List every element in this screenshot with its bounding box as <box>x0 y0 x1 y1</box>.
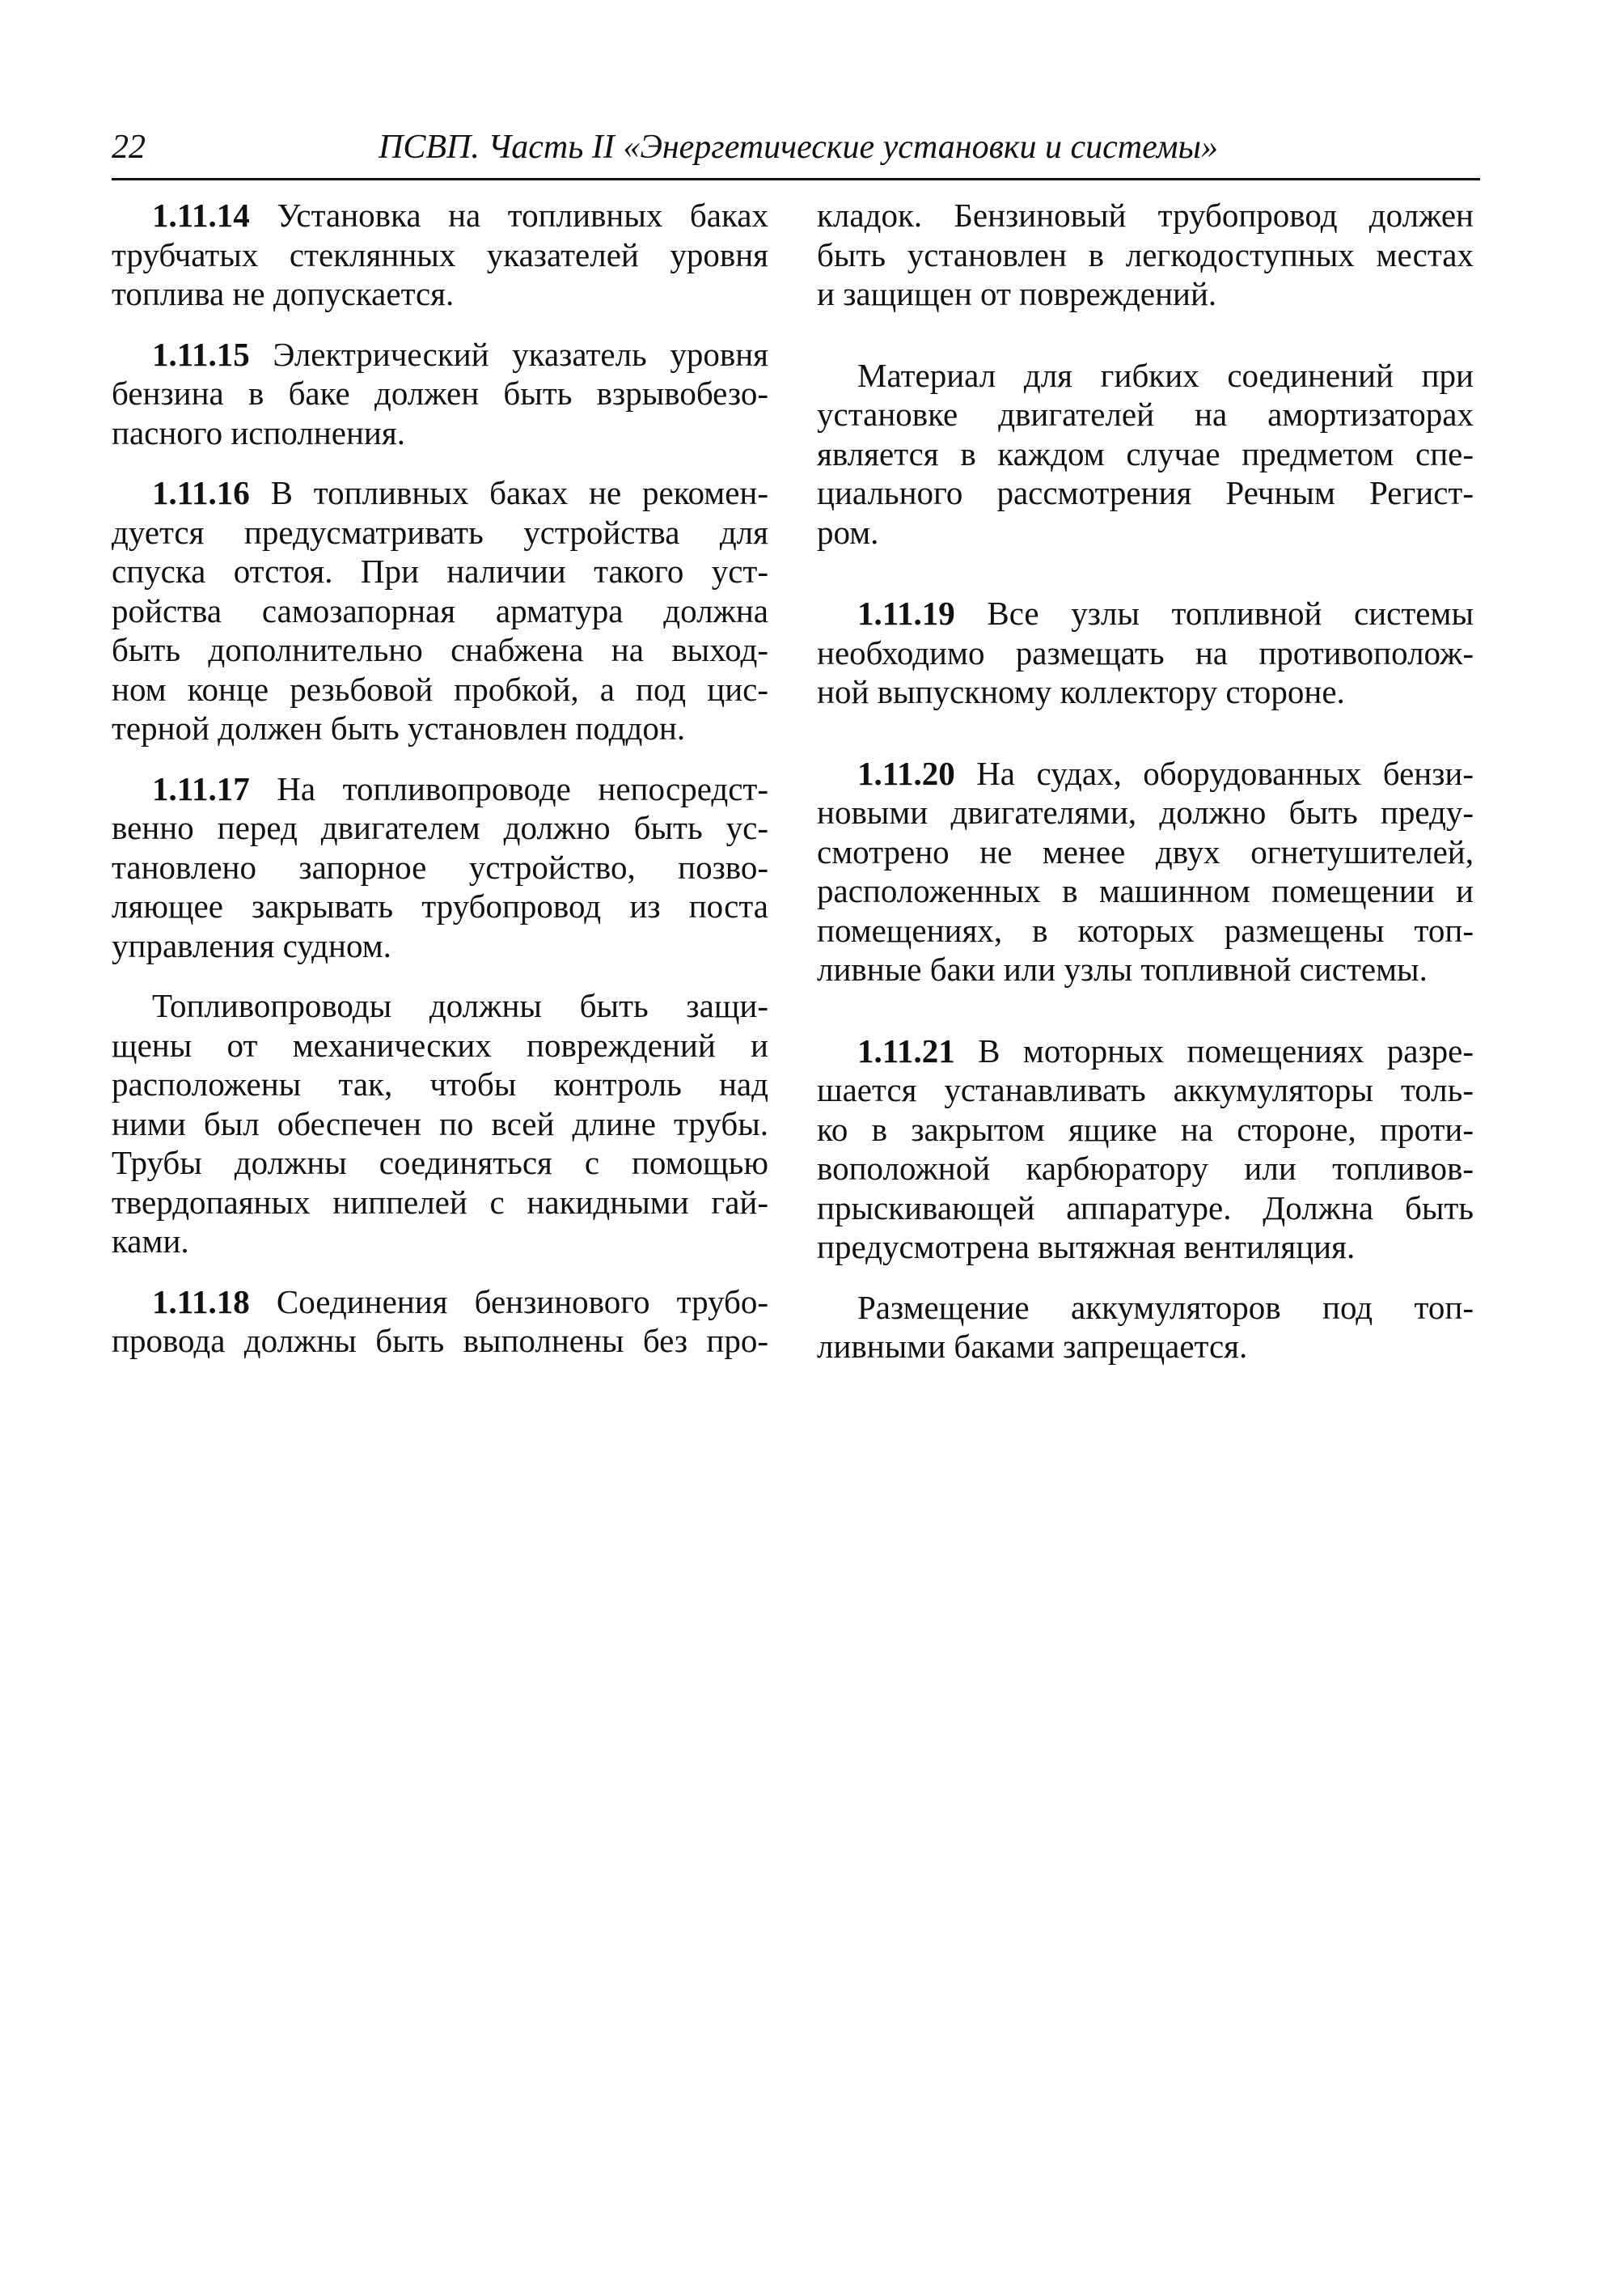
text-line: расположенных в машинном помещении и <box>817 872 1474 909</box>
clause-1-11-21 <box>817 1032 1474 1267</box>
clause-1-11-18 <box>112 1282 768 1361</box>
text-line: ляющее закрывать трубопровод из поста <box>112 887 768 925</box>
clause-1-11-20 <box>817 754 1474 989</box>
text-line: 1.11.20 На судах, оборудованных бензи- <box>857 754 1474 792</box>
text-line: пасного исполнения. <box>112 413 405 451</box>
text-line: твердопаяных ниппелей с накидными гай- <box>112 1183 768 1221</box>
page-number: 22 <box>112 129 146 166</box>
text-line: 1.11.15 Электрический указатель уровня <box>152 335 768 373</box>
text-line: циального рассмотрения Речным Регист- <box>817 474 1474 511</box>
text-line: ливные баки или узлы топливной системы. <box>817 951 1428 988</box>
text-line: ко в закрытом ящике на стороне, проти- <box>817 1110 1474 1148</box>
text-line: быть установлен в легкодоступных местах <box>817 235 1474 273</box>
text-line: ной выпускному коллектору стороне. <box>817 673 1345 710</box>
text-line: прыскивающей аппаратуре. Должна быть <box>817 1188 1474 1226</box>
text-line: венно перед двигателем должно быть ус- <box>112 809 768 846</box>
clause-number: 1.11.19 <box>857 595 955 632</box>
left-column <box>112 196 768 1382</box>
clause-1-11-15 <box>112 335 768 453</box>
right-column <box>817 196 1474 1387</box>
text-line: дуется предусматривать устройства для <box>112 513 768 551</box>
text-line: 1.11.21 В моторных помещениях разре- <box>857 1032 1474 1070</box>
clause-number: 1.11.16 <box>152 474 250 511</box>
text-line: расположены так, чтобы контроль над <box>112 1065 768 1103</box>
text-line: ройства самозапорная арматура должна <box>112 591 768 629</box>
text-line: щены от механических повреждений и <box>112 1026 768 1064</box>
text-line: управления судном. <box>112 926 391 964</box>
page-header <box>112 121 1480 180</box>
clause-number: 1.11.20 <box>857 754 955 792</box>
text-line: необходимо размещать на противополож- <box>817 633 1474 671</box>
text-line: топлива не допускается. <box>112 275 455 312</box>
text-line: предусмотрена вытяжная вентиляция. <box>817 1228 1356 1265</box>
text-line: установке двигателей на амортизаторах <box>817 396 1474 433</box>
clause-number: 1.11.17 <box>152 769 250 807</box>
text-line: ними был обеспечен по всей длине трубы. <box>112 1104 768 1142</box>
text-line: ливными баками запрещается. <box>817 1328 1248 1365</box>
text-line: воположной карбюратору или топливов- <box>817 1150 1474 1187</box>
text-line: является в каждом случае предметом спе- <box>817 434 1474 472</box>
text-line: спуска отстоя. При наличии такого уст- <box>112 553 768 590</box>
clause-1-11-17-continuation <box>112 986 768 1261</box>
clause-1-11-18-continuation <box>817 196 1474 314</box>
text-line: быть дополнительно снабжена на выход- <box>112 631 768 668</box>
clause-1-11-21-continuation <box>817 1288 1474 1366</box>
text-line: смотрено не менее двух огнетушителей, <box>817 832 1474 871</box>
clause-1-11-18-materials <box>817 356 1474 553</box>
text-line: 1.11.16 В топливных баках не рекомен- <box>152 474 768 511</box>
text-line: новыми двигателями, должно быть преду- <box>817 794 1474 831</box>
text-line: ром. <box>817 513 879 551</box>
text-line: шается устанавливать аккумуляторы толь- <box>817 1071 1474 1108</box>
text-line: трубчатых стеклянных указателей уровня <box>112 235 768 273</box>
text-line: 1.11.14 Установка на топливных баках <box>152 197 768 234</box>
clause-number: 1.11.21 <box>857 1032 955 1070</box>
text-line: Трубы должны соединяться с помощью <box>112 1144 768 1181</box>
text-line: тановлено запорное устройство, позво- <box>112 848 768 886</box>
text-line: кладок. Бензиновый трубопровод должен <box>817 197 1474 234</box>
text-line: Материал для гибких соединений при <box>857 356 1474 394</box>
text-line: провода должны быть выполнены без про- <box>112 1322 768 1359</box>
text-line: Топливопроводы должны быть защи- <box>152 987 768 1024</box>
text-line: 1.11.18 Соединения бензинового трубо- <box>152 1282 768 1320</box>
running-title: ПСВП. Часть II «Энергетические установки и системы» <box>379 129 1218 166</box>
clause-number: 1.11.18 <box>152 1282 250 1320</box>
text-line: Размещение аккумуляторов под топ- <box>857 1288 1474 1326</box>
clause-number: 1.11.15 <box>152 335 250 373</box>
text-line: и защищен от повреждений. <box>817 275 1217 312</box>
clause-1-11-16 <box>112 473 768 748</box>
text-line: ном конце резьбовой пробкой, а под цис- <box>112 670 768 708</box>
clause-1-11-17 <box>112 769 768 966</box>
text-line: 1.11.19 Все узлы топливной системы <box>857 595 1474 632</box>
clause-1-11-19 <box>817 594 1474 712</box>
clause-number: 1.11.14 <box>152 197 250 234</box>
clause-1-11-14 <box>112 196 768 314</box>
text-line: ками. <box>112 1222 189 1260</box>
text-line: бензина в баке должен быть взрывобезо- <box>112 375 768 412</box>
text-line: терной должен быть установлен поддон. <box>112 710 686 747</box>
text-line: помещениях, в которых размещены топ- <box>817 911 1474 949</box>
text-line: 1.11.17 На топливопроводе непосредст- <box>152 769 768 807</box>
